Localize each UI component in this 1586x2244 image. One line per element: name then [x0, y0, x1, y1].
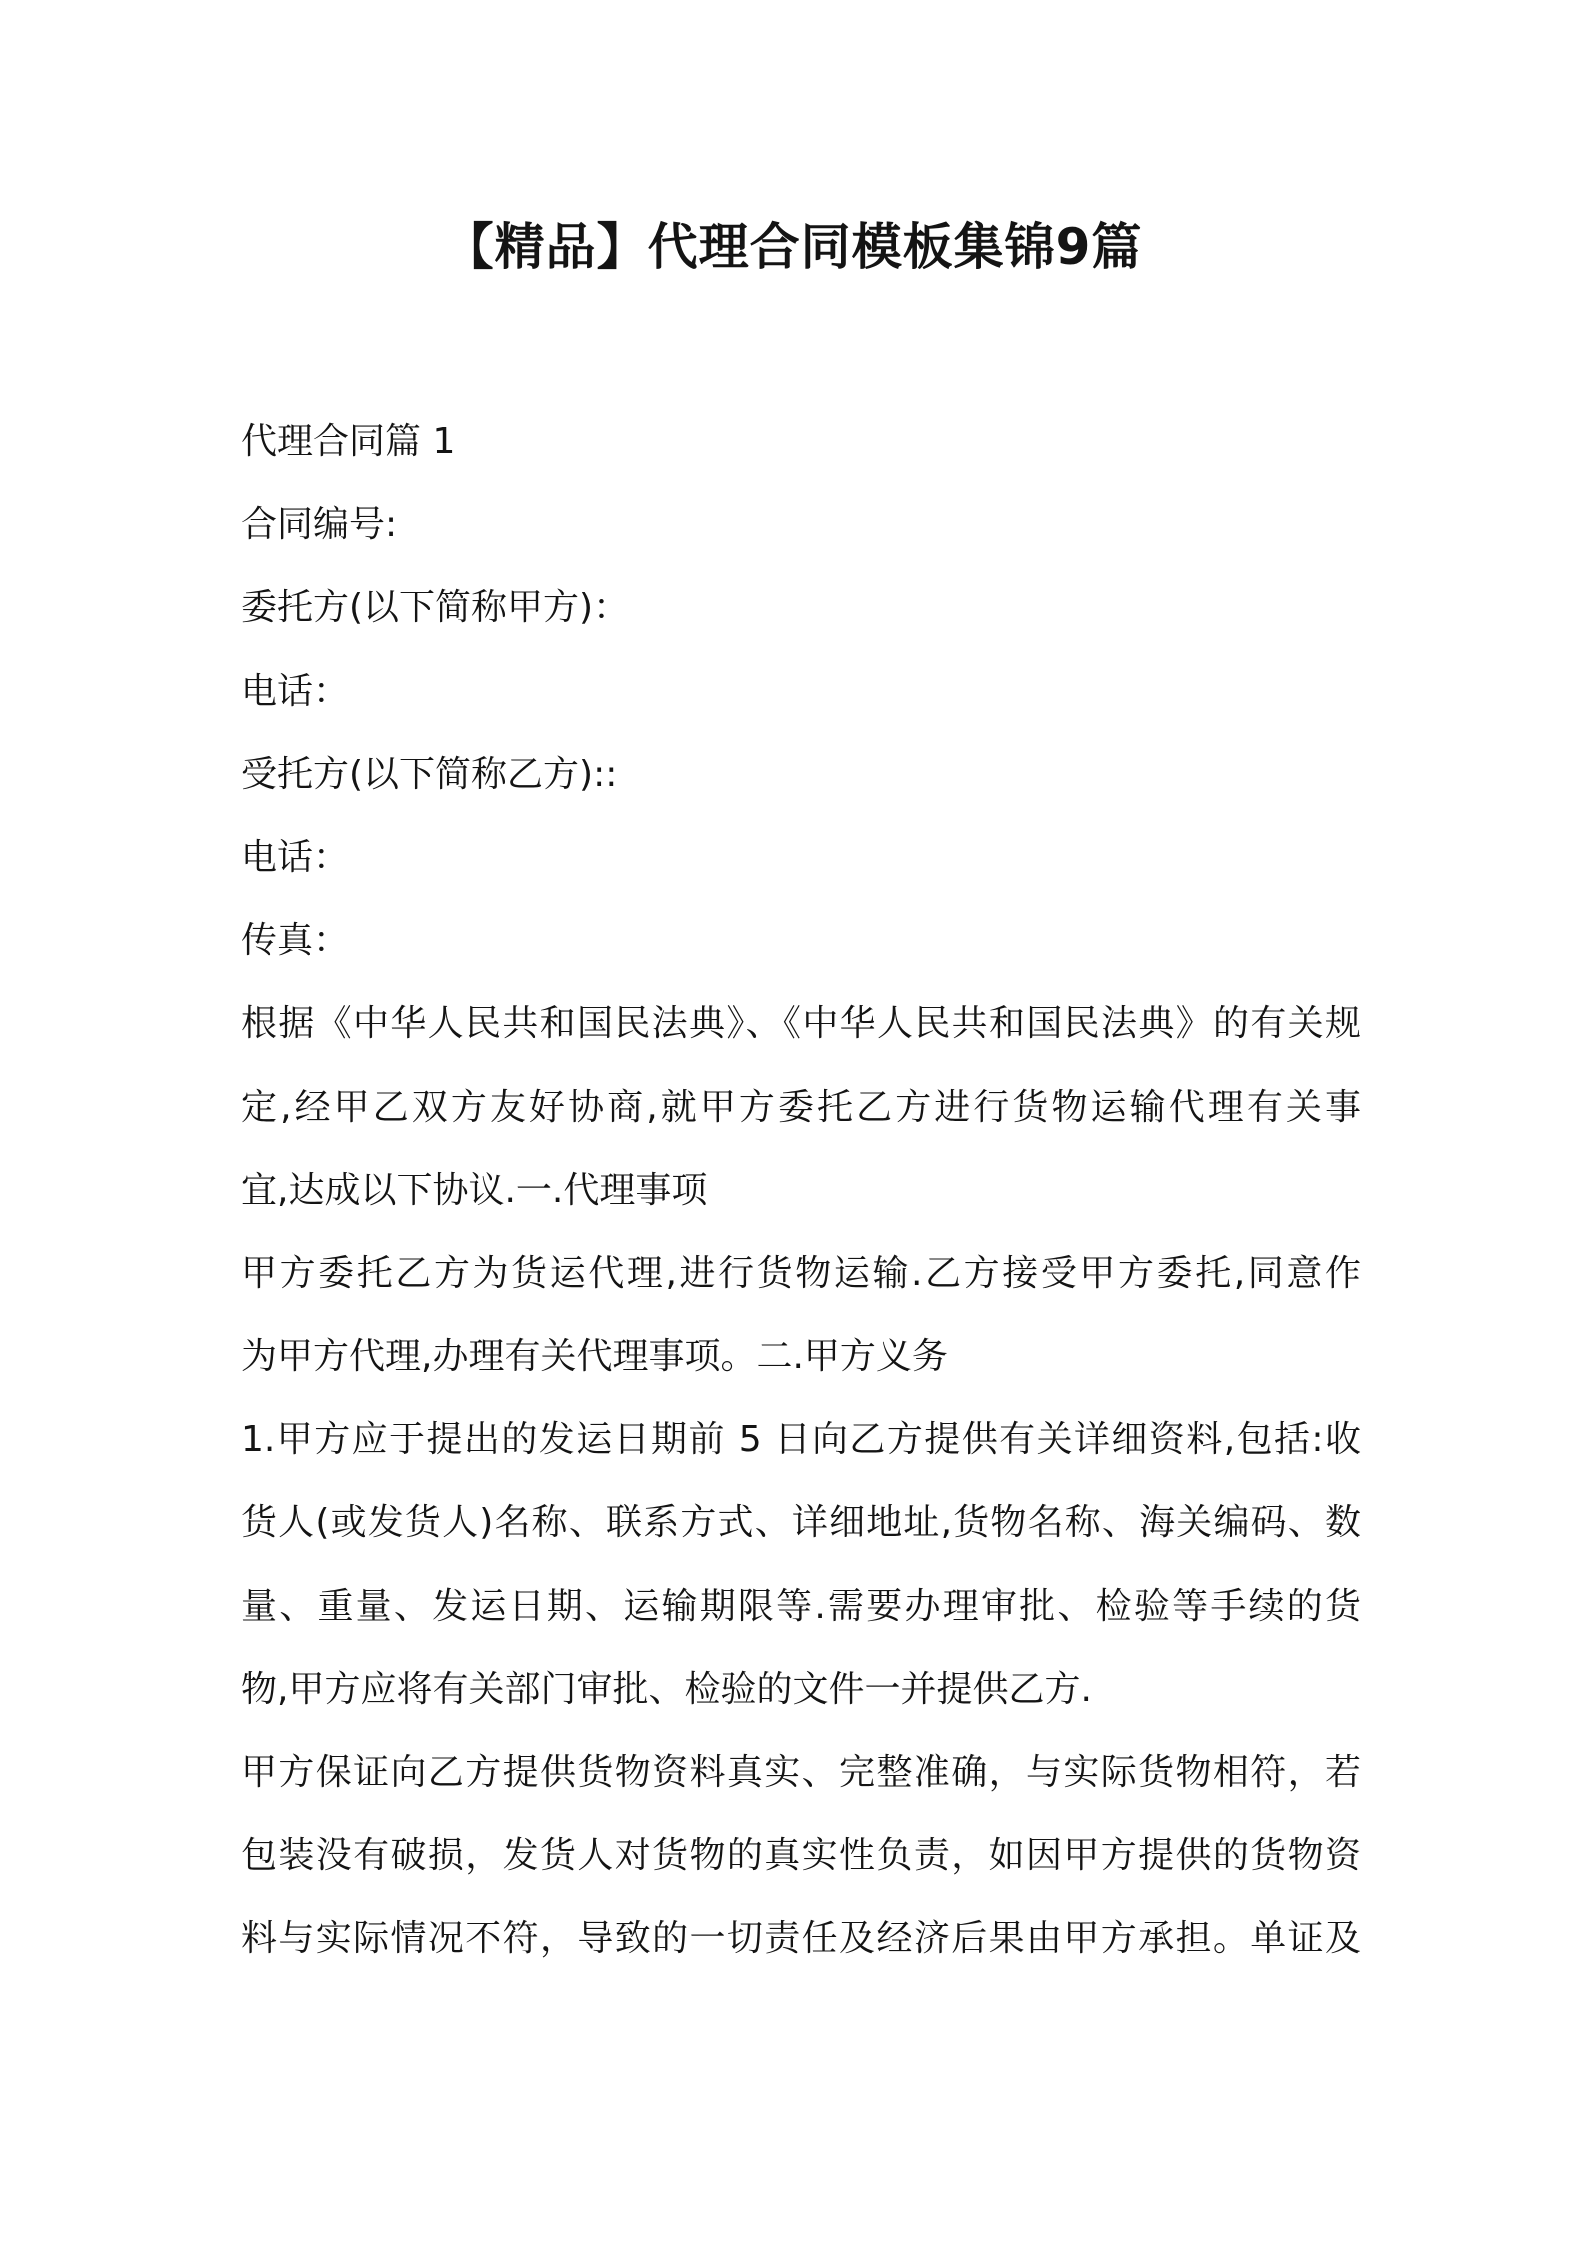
paragraph-line: 为甲方代理,办理有关代理事项。二.甲方义务 [241, 1336, 948, 1378]
principal-party-field: 委托方(以下简称甲方)： [241, 587, 630, 629]
principal-phone-field: 电话： [241, 670, 350, 712]
paragraph-line: 物,甲方应将有关部门审批、检验的文件一并提供乙方. [241, 1668, 1092, 1710]
document-body [241, 400, 1361, 1981]
contract-number-field: 合同编号: [241, 504, 398, 546]
paragraph-line: 定,经甲乙双方友好协商,就甲方委托乙方进行货物运输代理有关事 [241, 1086, 1361, 1128]
paragraph-line: 1.甲方应于提出的发运日期前 5 日向乙方提供有关详细资料,包括:收 [241, 1419, 1361, 1461]
paragraph-line: 根据《中华人民共和国民法典》、《中华人民共和国民法典》的有关规 [241, 1003, 1361, 1045]
paragraph-line: 甲方保证向乙方提供货物资料真实、完整准确，与实际货物相符，若 [241, 1752, 1361, 1793]
paragraph-line: 料与实际情况不符，导致的一切责任及经济后果由甲方承担。单证及 [241, 1918, 1361, 1960]
section-heading: 代理合同篇 1 [241, 421, 456, 462]
paragraph-line: 甲方委托乙方为货运代理,进行货物运输.乙方接受甲方委托,同意作 [241, 1252, 1361, 1294]
agent-phone-field: 电话： [241, 836, 350, 878]
agent-party-field: 受托方(以下简称乙方):: [241, 753, 618, 795]
document-title: 【精品】代理合同模板集锦9篇 [443, 218, 1143, 276]
paragraph-line: 宜,达成以下协议.一.代理事项 [241, 1169, 708, 1211]
paragraph-line: 包装没有破损，发货人对货物的真实性负责，如因甲方提供的货物资 [241, 1835, 1361, 1877]
agent-fax-field: 传真： [241, 920, 350, 962]
paragraph-line: 货人(或发货人)名称、联系方式、详细地址,货物名称、海关编码、数 [241, 1502, 1361, 1544]
paragraph-line: 量、重量、发运日期、运输期限等.需要办理审批、检验等手续的货 [241, 1585, 1361, 1627]
